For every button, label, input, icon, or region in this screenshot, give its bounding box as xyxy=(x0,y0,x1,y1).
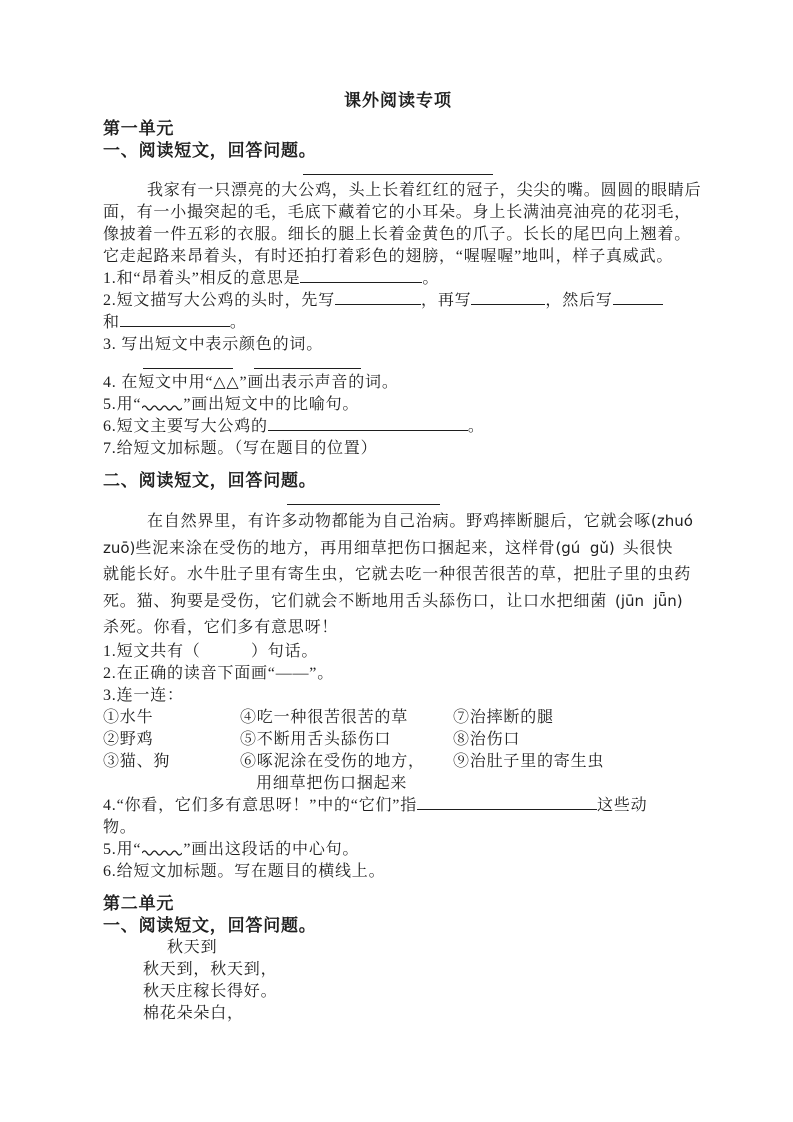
match-spacer xyxy=(103,773,240,795)
answer-line xyxy=(143,364,233,369)
passage2 xyxy=(103,508,693,641)
unit2-exercise1-heading: 一、阅读短文，回答问题。 xyxy=(103,916,317,935)
poem-title: 秋天到 xyxy=(167,939,218,956)
passage-text: 头很快 xyxy=(622,540,674,557)
question-text: 1.和“昂着头”相反的意思是 xyxy=(103,270,301,287)
u1e1-q3-answer-lines xyxy=(103,356,693,372)
match-item: 用细草把伤口捆起来 xyxy=(256,775,408,792)
passage1-line: 面，有一小撮突起的毛，毛底下藏着它的小耳朵。身上长满油亮油亮的花羽毛， xyxy=(103,204,692,221)
passage2-line: 就能长好。水牛肚子里有寄生虫，它就去吃一种很苦很苦的草，把肚子里的虫药 xyxy=(103,566,692,583)
u1e1-question-2-continued xyxy=(103,312,693,334)
question-text: 2.短文描写大公鸡的头时，先写 xyxy=(103,292,336,309)
passage2-line xyxy=(103,535,693,562)
question-text: ”画出这段话的中心句。 xyxy=(183,841,360,858)
pinyin-annotation: zuō) xyxy=(103,539,136,557)
u1e1-question-3: 3. 写出短文中表示颜色的词。 xyxy=(103,336,324,353)
match-item: ⑦治摔断的腿 xyxy=(453,709,554,726)
passage2-line xyxy=(103,588,693,615)
unit2-heading: 第二单元 xyxy=(103,894,175,913)
u1e1-question-6 xyxy=(103,416,693,438)
u1e1-question-1 xyxy=(103,268,693,290)
answer-blank xyxy=(613,290,663,305)
passage1 xyxy=(103,180,702,268)
question-text: ”画出短文中的比喻句。 xyxy=(183,396,360,413)
u1e2-question-6: 6.给短文加标题。写在题目的横线上。 xyxy=(103,863,386,880)
u1e2-question-5 xyxy=(103,839,693,861)
unit1-heading: 第一单元 xyxy=(103,119,175,138)
match-item: ①水牛 xyxy=(103,709,154,726)
question-text: 6.短文主要写大公鸡的 xyxy=(103,418,268,435)
passage-text: 死。猫、狗要是受伤，它们就会不断地用舌头舔伤口，让口水把细菌 xyxy=(103,593,608,610)
pinyin-annotation: (jūn jǖn) xyxy=(615,592,683,610)
u1e1-question-4: 4. 在短文中用“△△”画出表示声音的词。 xyxy=(103,374,399,391)
poem-line: 秋天到，秋天到， xyxy=(143,961,278,978)
blank-line xyxy=(287,493,440,505)
passage1-line: 像披着一件五彩的衣服。细长的腿上长着金黄色的爪子。长长的尾巴向上翘着。 xyxy=(103,226,692,243)
question-text: 。 xyxy=(467,418,485,435)
answer-blank xyxy=(471,290,545,305)
u1e2-question-1: 1.短文共有（ ）句话。 xyxy=(103,643,319,660)
unit1-exercise2-heading: 二、阅读短文，回答问题。 xyxy=(103,471,317,490)
u1e1-question-2 xyxy=(103,290,693,312)
question-text: ，再写 xyxy=(421,292,472,309)
answer-blank xyxy=(335,290,421,305)
page-title: 课外阅读专项 xyxy=(344,91,452,110)
match-item: ⑨治肚子里的寄生虫 xyxy=(453,753,605,770)
passage1-title-blank-line xyxy=(103,162,693,174)
match-item: ⑥啄泥涂在受伤的地方， xyxy=(240,753,425,770)
u1e1-question-5 xyxy=(103,394,693,416)
passage-text: 在自然界里，有许多动物都能为自己治病。野鸡摔断腿后，它就会啄 xyxy=(147,513,652,530)
u1e2-question-4-continued: 物。 xyxy=(103,819,137,836)
passage2-line xyxy=(103,508,693,535)
passage2-title-blank-line xyxy=(103,492,693,504)
pinyin-annotation: (gú gǔ) xyxy=(555,539,615,557)
question-text: 4.“你看，它们多有意思呀！”中的“它们”指 xyxy=(103,797,418,814)
u1e2-question-2: 2.在正确的读音下面画“——”。 xyxy=(103,665,335,682)
answer-blank xyxy=(300,268,422,283)
question-text: 这些动 xyxy=(597,797,648,814)
question-text: 。 xyxy=(229,314,247,331)
wavy-line-icon xyxy=(142,848,182,856)
question-text: 。 xyxy=(422,270,440,287)
question-text: 5.用“ xyxy=(103,841,142,858)
u1e1-question-7: 7.给短文加标题。（写在题目的位置） xyxy=(103,440,378,457)
blank-line xyxy=(303,163,493,175)
u1e2-question-4 xyxy=(103,795,693,817)
match-item: ⑤不断用舌头舔伤口 xyxy=(240,731,392,748)
question-text: 5.用“ xyxy=(103,396,142,413)
unit1-exercise1-heading: 一、阅读短文，回答问题。 xyxy=(103,141,317,160)
match-spacer xyxy=(453,773,693,795)
answer-blank xyxy=(417,795,597,810)
wavy-line-icon xyxy=(142,403,182,411)
passage1-line: 它走起路来昂着头，有时还拍打着彩色的翅膀，“喔喔喔”地叫，样子真威武。 xyxy=(103,248,674,265)
passage1-line: 我家有一只漂亮的大公鸡，头上长着红红的冠子，尖尖的嘴。圆圆的眼睛后 xyxy=(147,182,702,199)
answer-blank xyxy=(268,416,468,431)
match-item: ③猫、狗 xyxy=(103,753,171,770)
matching-exercise xyxy=(103,707,693,795)
passage2-line: 杀死。你看，它们多有意思呀！ xyxy=(103,619,339,636)
match-item: ⑧治伤口 xyxy=(453,731,521,748)
pinyin-annotation: (zhuó xyxy=(651,512,693,530)
answer-line xyxy=(254,364,361,369)
question-text: ，然后写 xyxy=(545,292,613,309)
poem-line: 秋天庄稼长得好。 xyxy=(143,983,278,1000)
u1e2-question-3: 3.连一连： xyxy=(103,687,184,704)
answer-blank xyxy=(120,312,230,327)
match-item: ②野鸡 xyxy=(103,731,154,748)
match-item: ④吃一种很苦很苦的草 xyxy=(240,709,409,726)
poem-line: 棉花朵朵白， xyxy=(143,1005,244,1022)
poem xyxy=(143,937,693,1025)
passage-text: 些泥来涂在受伤的地方，再用细草把伤口捆起来，这样骨 xyxy=(135,540,556,557)
question-text: 和 xyxy=(103,314,120,331)
